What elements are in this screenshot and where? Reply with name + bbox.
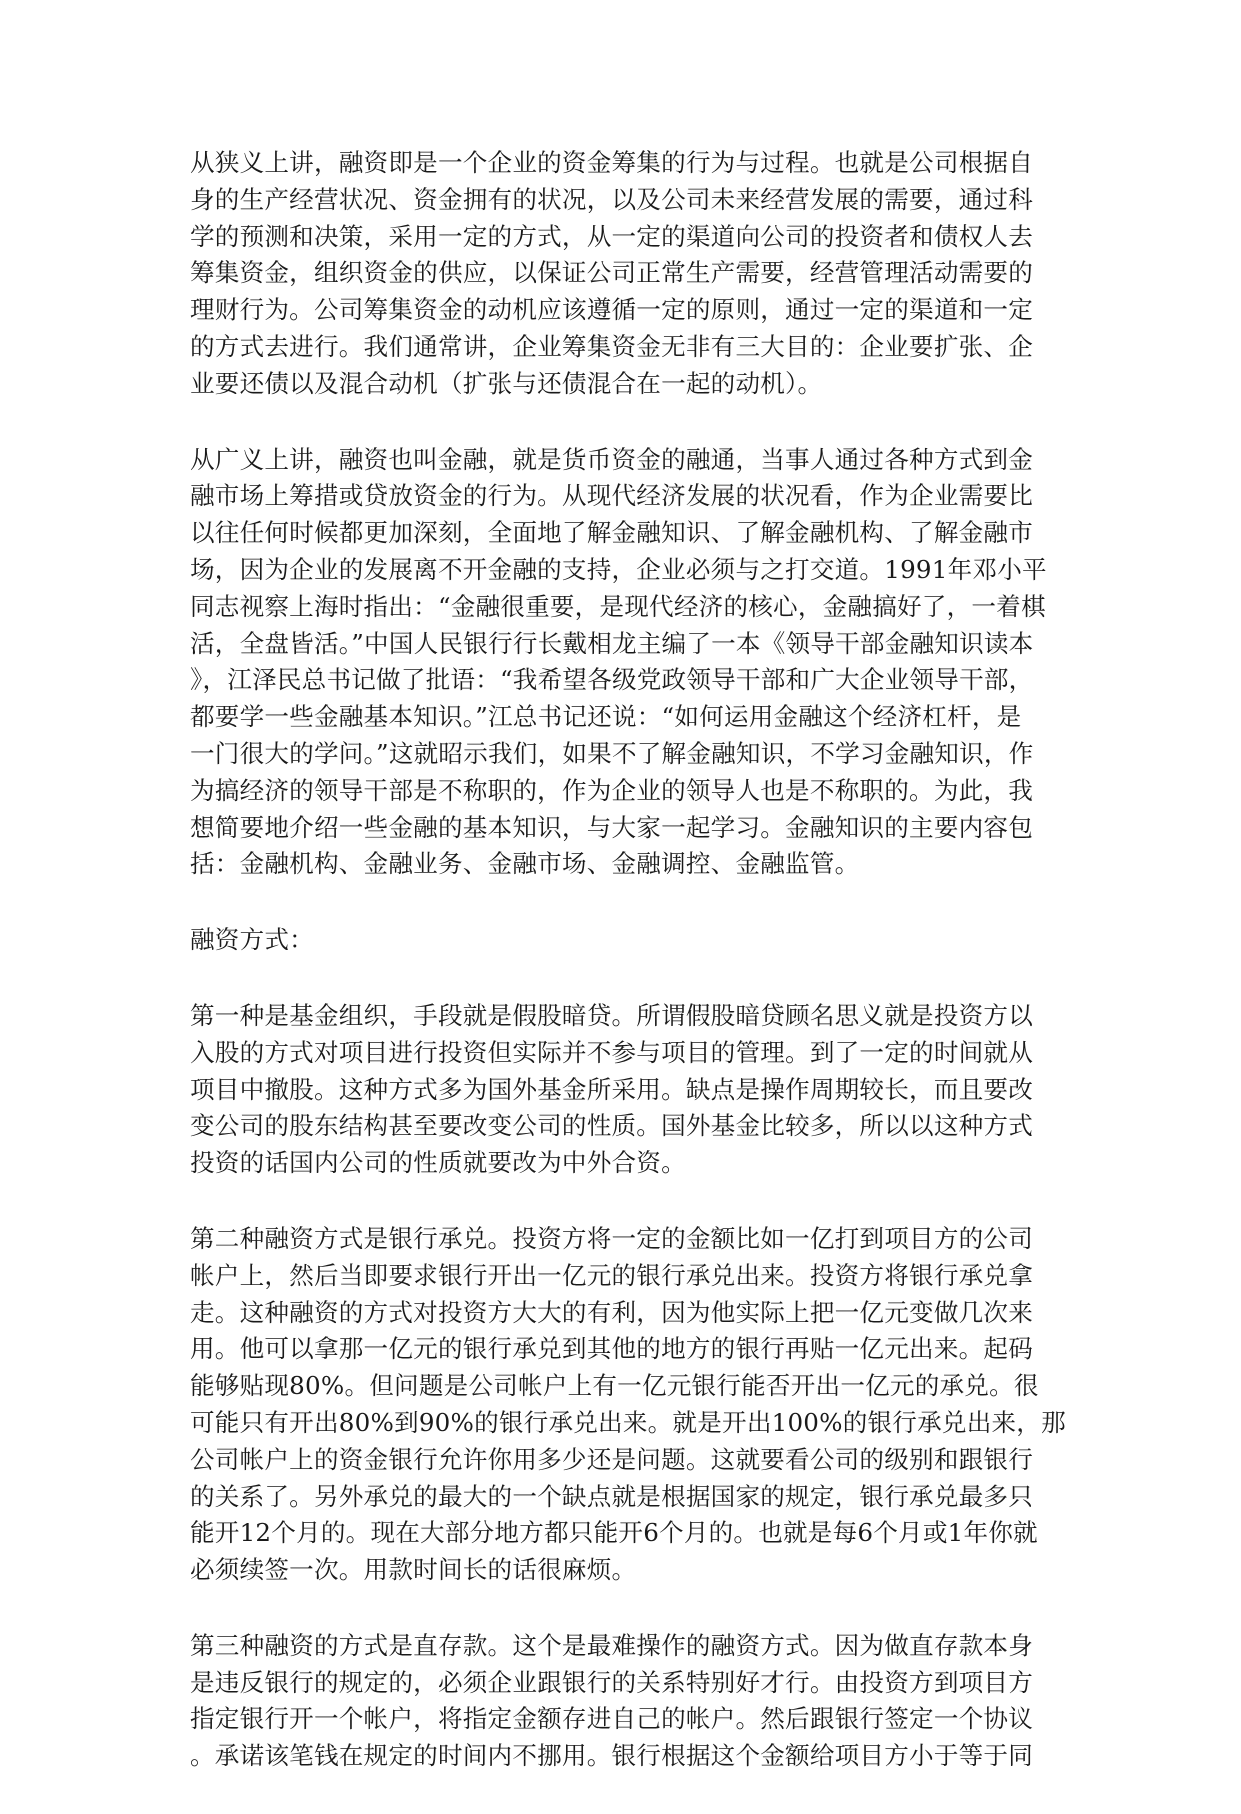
- text-line: 理财行为。公司筹集资金的动机应该遵循一定的原则，通过一定的渠道和一定: [190, 295, 1033, 325]
- text-line: 变公司的股东结构甚至要改变公司的性质。国外基金比较多，所以以这种方式: [190, 1111, 1033, 1141]
- text-line: 》，江泽民总书记做了批语：“我希望各级党政领导干部和广大企业领导干部，: [190, 665, 1034, 695]
- text-line: 想简要地介绍一些金融的基本知识，与大家一起学习。金融知识的主要内容包: [190, 812, 1033, 842]
- text-line: 可能只有开出80%到90%的银行承兑出来。就是开出100%的银行承兑出来，那: [190, 1407, 1066, 1437]
- text-line: 身的生产经营状况、资金拥有的状况，以及公司未来经营发展的需要，通过科: [190, 184, 1033, 214]
- text-line: 融资方式：: [190, 925, 314, 955]
- text-line: 指定银行开一个帐户，将指定金额存进自己的帐户。然后跟银行签定一个协议: [190, 1704, 1033, 1734]
- paragraph-method-fund: [190, 998, 1050, 1182]
- text-line: 能够贴现80%。但问题是公司帐户上有一亿元银行能否开出一亿元的承兑。很: [190, 1371, 1039, 1401]
- text-line: 第三种融资的方式是直存款。这个是最难操作的融资方式。因为做直存款本身: [190, 1630, 1033, 1660]
- text-line: 都要学一些金融基本知识。”江总书记还说：“如何运用金融这个经济杠杆，是: [190, 702, 1022, 732]
- text-line: 的方式去进行。我们通常讲，企业筹集资金无非有三大目的：企业要扩张、企: [190, 331, 1033, 361]
- text-line: 同志视察上海时指出：“金融很重要，是现代经济的核心，金融搞好了，一着棋: [190, 591, 1046, 621]
- paragraph-broad-definition: [190, 442, 1050, 884]
- text-line: 场，因为企业的发展离不开金融的支持，企业必须与之打交道。1991年邓小平: [190, 554, 1047, 584]
- text-line: 以往任何时候都更加深刻，全面地了解金融知识、了解金融机构、了解金融市: [190, 518, 1033, 548]
- text-line: 用。他可以拿那一亿元的银行承兑到其他的地方的银行再贴一亿元出来。起码: [190, 1334, 1033, 1364]
- text-line: 第二种融资方式是银行承兑。投资方将一定的金额比如一亿打到项目方的公司: [190, 1223, 1033, 1253]
- text-line: 是违反银行的规定的，必须企业跟银行的关系特别好才行。由投资方到项目方: [190, 1667, 1033, 1697]
- text-line: 从广义上讲，融资也叫金融，就是货币资金的融通，当事人通过各种方式到金: [190, 444, 1033, 474]
- text-line: 投资的话国内公司的性质就要改为中外合资。: [190, 1148, 686, 1178]
- text-line: 从狭义上讲，融资即是一个企业的资金筹集的行为与过程。也就是公司根据自: [190, 148, 1033, 177]
- text-line: 筹集资金，组织资金的供应，以保证公司正常生产需要，经营管理活动需要的: [190, 258, 1033, 288]
- text-line: 第一种是基金组织，手段就是假股暗贷。所谓假股暗贷顾名思义就是投资方以: [190, 1000, 1033, 1030]
- document-body: [190, 145, 1066, 1814]
- text-line: 的关系了。另外承兑的最大的一个缺点就是根据国家的规定，银行承兑最多只: [190, 1481, 1033, 1511]
- text-line: 为搞经济的领导干部是不称职的，作为企业的领导人也是不称职的。为此，我: [190, 775, 1033, 805]
- text-line: 括：金融机构、金融业务、金融市场、金融调控、金融监管。: [190, 849, 860, 879]
- text-line: 活，全盘皆活。”中国人民银行行长戴相龙主编了一本《领导干部金融知识读本: [190, 628, 1034, 658]
- text-line: 。承诺该笔钱在规定的时间内不挪用。银行根据这个金额给项目方小于等于同: [190, 1741, 1033, 1771]
- text-line: 能开12个月的。现在大部分地方都只能开6个月的。也就是每6个月或1年你就: [190, 1518, 1038, 1548]
- text-line: 融市场上筹措或贷放资金的行为。从现代经济发展的状况看，作为企业需要比: [190, 481, 1033, 511]
- paragraph-method-direct-deposit: [190, 1628, 1050, 1775]
- text-line: 一门很大的学问。”这就昭示我们，如果不了解金融知识，不学习金融知识，作: [190, 738, 1034, 768]
- text-line: 学的预测和决策，采用一定的方式，从一定的渠道向公司的投资者和债权人去: [190, 221, 1033, 251]
- paragraph-narrow-definition: [190, 145, 1050, 403]
- text-line: 业要还债以及混合动机（扩张与还债混合在一起的动机）。: [190, 368, 823, 398]
- section-heading-financing-methods: [190, 922, 1050, 959]
- paragraph-method-bank-acceptance: [190, 1221, 1066, 1589]
- text-line: 必须续签一次。用款时间长的话很麻烦。: [190, 1555, 637, 1585]
- text-line: 项目中撤股。这种方式多为国外基金所采用。缺点是操作周期较长，而且要改: [190, 1074, 1033, 1104]
- text-line: 公司帐户上的资金银行允许你用多少还是问题。这就要看公司的级别和跟银行: [190, 1444, 1033, 1474]
- text-line: 入股的方式对项目进行投资但实际并不参与项目的管理。到了一定的时间就从: [190, 1037, 1033, 1067]
- text-line: 帐户上，然后当即要求银行开出一亿元的银行承兑出来。投资方将银行承兑拿: [190, 1260, 1033, 1290]
- text-line: 走。这种融资的方式对投资方大大的有利，因为他实际上把一亿元变做几次来: [190, 1297, 1033, 1327]
